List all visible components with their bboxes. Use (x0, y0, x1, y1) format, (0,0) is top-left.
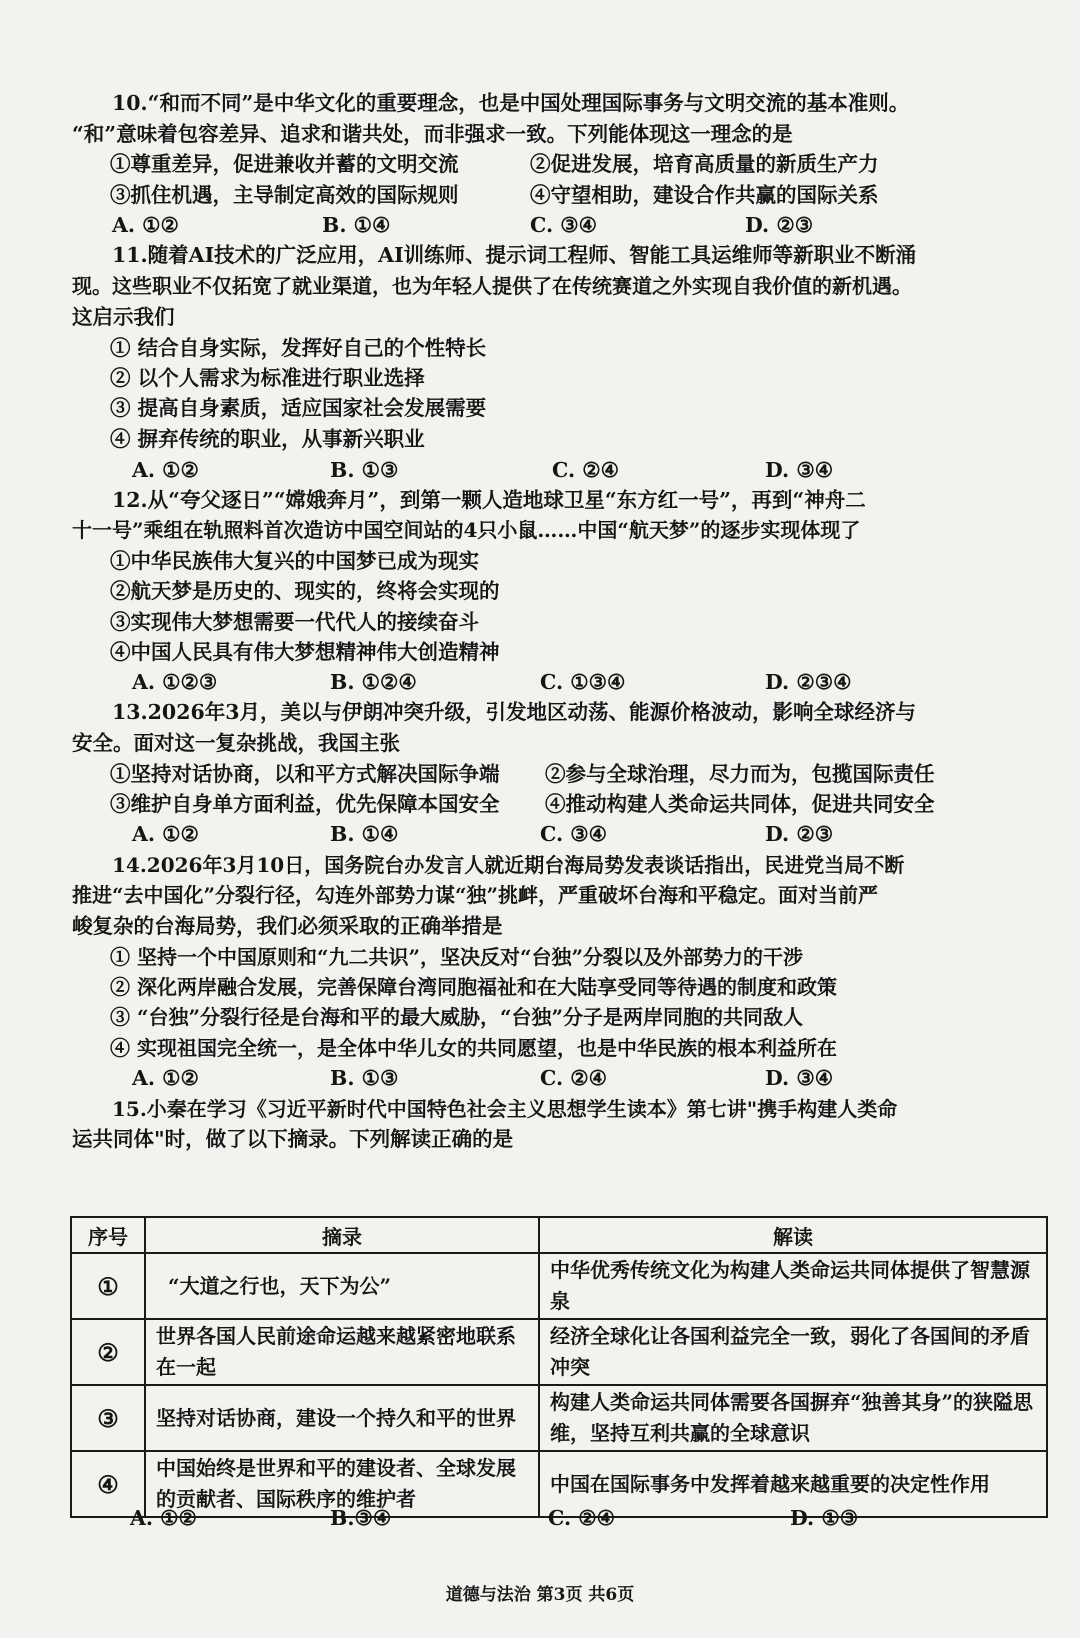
row-number: ① (71, 1253, 145, 1319)
table-row (71, 1385, 1047, 1451)
q13-item-4: ④推动构建人类命运共同体，促进共同安全 (545, 792, 935, 816)
q13-option-d: D. ②③ (765, 822, 834, 846)
q12-item-1: ①中华民族伟大复兴的中国梦已成为现实 (110, 549, 479, 573)
q12-item-2: ②航天梦是历史的、现实的，终将会实现的 (110, 579, 500, 603)
q14-stem-line-3: 峻复杂的台海局势，我们必须采取的正确举措是 (72, 914, 503, 938)
q12-option-c: C. ①③④ (540, 670, 626, 694)
q10-option-c: C. ③④ (530, 213, 597, 237)
q14-option-c: C. ②④ (540, 1066, 607, 1090)
row-excerpt: “大道之行也，天下为公” (145, 1253, 539, 1319)
q12-option-b: B. ①②④ (330, 670, 417, 694)
page-footer: 道德与法治 第3页 共6页 (445, 1585, 635, 1605)
q15-option-b: B.③④ (330, 1506, 392, 1530)
q10-item-3: ③抓住机遇，主导制定高效的国际规则 (110, 183, 459, 207)
q15-option-c: C. ②④ (548, 1506, 615, 1530)
q15-excerpt-table (70, 1216, 1048, 1518)
row-number: ④ (71, 1451, 145, 1517)
q13-stem-line-1: 13.2026年3月，美以与伊朗冲突升级，引发地区动荡、能源价格波动，影响全球经济与 (112, 700, 916, 724)
q11-item-1: ① 结合自身实际，发挥好自己的个性特长 (110, 336, 487, 360)
q11-option-d: D. ③④ (765, 458, 834, 482)
table-header-reading: 解读 (539, 1217, 1047, 1253)
q11-item-2: ② 以个人需求为标准进行职业选择 (110, 366, 425, 390)
q14-item-4: ④ 实现祖国完全统一，是全体中华儿女的共同愿望，也是中华民族的根本利益所在 (110, 1036, 837, 1060)
row-reading: 中华优秀传统文化为构建人类命运共同体提供了智慧源泉 (539, 1253, 1047, 1319)
q14-option-a: A. ①② (132, 1066, 199, 1090)
q10-option-a: A. ①② (112, 213, 179, 237)
q12-item-4: ④中国人民具有伟大梦想精神伟大创造精神 (110, 640, 500, 664)
q15-option-d: D. ①③ (790, 1506, 859, 1530)
q14-item-3: ③ “台独”分裂行径是台海和平的最大威胁，“台独”分子是两岸同胞的共同敌人 (110, 1005, 803, 1029)
q14-stem-line-2: 推进“去中国化”分裂行径，勾连外部势力谋“独”挑衅，严重破坏台海和平稳定。面对当前严 (72, 883, 879, 907)
q11-stem-line-2: 现。这些职业不仅拓宽了就业渠道，也为年轻人提供了在传统赛道之外实现自我价值的新机遇。 (72, 274, 912, 298)
q13-option-a: A. ①② (132, 822, 199, 846)
q13-item-2: ②参与全球治理，尽力而为，包揽国际责任 (545, 762, 935, 786)
q12-item-3: ③实现伟大梦想需要一代代人的接续奋斗 (110, 610, 479, 634)
row-reading: 中国在国际事务中发挥着越来越重要的决定性作用 (539, 1451, 1047, 1517)
q14-item-2: ② 深化两岸融合发展，完善保障台湾同胞福祉和在大陆享受同等待遇的制度和政策 (110, 975, 837, 999)
table-row (71, 1319, 1047, 1385)
q13-item-3: ③维护自身单方面利益，优先保障本国安全 (110, 792, 500, 816)
q11-stem-line-1: 11.随着AI技术的广泛应用，AI训练师、提示词工程师、智能工具运维师等新职业不断涌 (112, 243, 917, 267)
q15-option-a: A. ①② (130, 1506, 197, 1530)
q11-item-3: ③ 提高自身素质，适应国家社会发展需要 (110, 396, 487, 420)
q13-stem-line-2: 安全。面对这一复杂挑战，我国主张 (72, 731, 400, 755)
q10-stem-line-2: “和”意味着包容差异、追求和谐共处，而非强求一致。下列能体现这一理念的是 (72, 122, 793, 146)
row-excerpt: 中国始终是世界和平的建设者、全球发展的贡献者、国际秩序的维护者 (145, 1451, 539, 1517)
q14-item-1: ① 坚持一个中国原则和“九二共识”，坚决反对“台独”分裂以及外部势力的干涉 (110, 945, 803, 969)
row-reading: 构建人类命运共同体需要各国摒弃“独善其身”的狭隘思维，坚持互利共赢的全球意识 (539, 1385, 1047, 1451)
q15-stem-line-1: 15.小秦在学习《习近平新时代中国特色社会主义思想学生读本》第七讲"携手构建人类命 (112, 1097, 898, 1121)
row-number: ③ (71, 1385, 145, 1451)
q11-item-4: ④ 摒弃传统的职业，从事新兴职业 (110, 427, 425, 451)
table-header-row (71, 1217, 1047, 1253)
q14-option-d: D. ③④ (765, 1066, 834, 1090)
q10-stem-line-1: 10.“和而不同”是中华文化的重要理念，也是中国处理国际事务与文明交流的基本准则。 (112, 91, 910, 115)
q10-item-1: ①尊重差异，促进兼收并蓄的文明交流 (110, 152, 459, 176)
q12-option-a: A. ①②③ (132, 670, 218, 694)
row-number: ② (71, 1319, 145, 1385)
q15-stem-line-2: 运共同体"时，做了以下摘录。下列解读正确的是 (72, 1127, 514, 1151)
q12-stem-line-2: 十一号”乘组在轨照料首次造访中国空间站的4只小鼠……中国“航天梦”的逐步实现体现了 (72, 518, 861, 542)
row-excerpt: 坚持对话协商，建设一个持久和平的世界 (145, 1385, 539, 1451)
q12-stem-line-1: 12.从“夸父逐日”“嫦娥奔月”，到第一颗人造地球卫星“东方红一号”，再到“神舟二 (112, 488, 866, 512)
q11-option-c: C. ②④ (552, 458, 619, 482)
q10-option-d: D. ②③ (745, 213, 814, 237)
q13-option-c: C. ③④ (540, 822, 607, 846)
q13-option-b: B. ①④ (330, 822, 399, 846)
q11-option-a: A. ①② (132, 458, 199, 482)
table-row (71, 1253, 1047, 1319)
q14-option-b: B. ①③ (330, 1066, 399, 1090)
q10-option-b: B. ①④ (322, 213, 391, 237)
row-reading: 经济全球化让各国利益完全一致，弱化了各国间的矛盾冲突 (539, 1319, 1047, 1385)
q11-option-b: B. ①③ (330, 458, 399, 482)
q13-item-1: ①坚持对话协商，以和平方式解决国际争端 (110, 762, 500, 786)
q11-stem-line-3: 这启示我们 (72, 305, 175, 329)
q10-item-2: ②促进发展，培育高质量的新质生产力 (530, 152, 879, 176)
q10-item-4: ④守望相助，建设合作共赢的国际关系 (530, 183, 879, 207)
q14-stem-line-1: 14.2026年3月10日，国务院台办发言人就近期台海局势发表谈话指出，民进党当局不断 (112, 853, 905, 877)
q12-option-d: D. ②③④ (765, 670, 852, 694)
row-excerpt: 世界各国人民前途命运越来越紧密地联系在一起 (145, 1319, 539, 1385)
table-header-excerpt: 摘录 (145, 1217, 539, 1253)
table-header-number: 序号 (71, 1217, 145, 1253)
